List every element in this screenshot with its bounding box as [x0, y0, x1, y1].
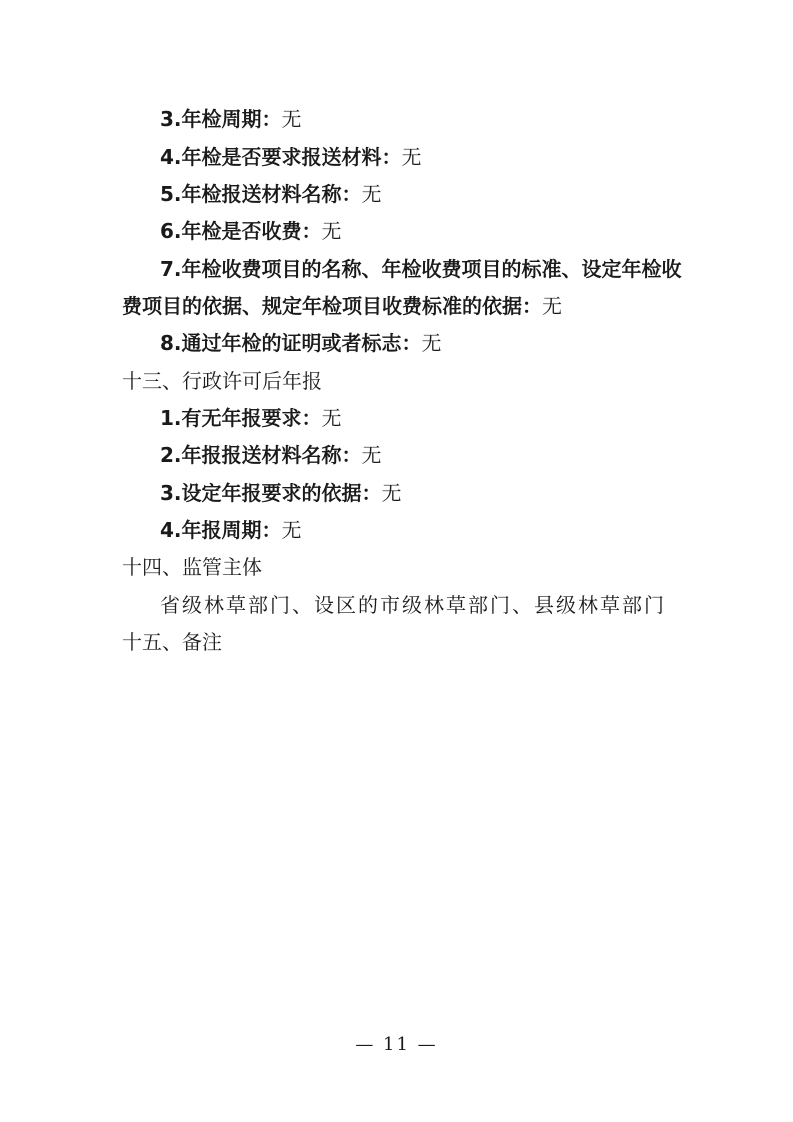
inspection-certificate-item — [160, 331, 442, 355]
annual-report-materials-item — [160, 443, 382, 467]
annual-report-cycle-value: 无 — [281, 518, 302, 542]
inspection-fee-details-value: 无 — [542, 294, 562, 318]
inspection-fee-value: 无 — [321, 219, 342, 243]
annual-report-basis-value: 无 — [381, 481, 402, 505]
supervision-subject-text: 省级林草部门、设区的市级林草部门、县级林草部门 — [160, 593, 666, 617]
annual-report-cycle-label: 4.年报周期： — [160, 518, 282, 542]
section15-heading-text: 十五、备注 — [122, 630, 222, 654]
annual-inspection-cycle-label: 3.年检周期： — [160, 107, 282, 131]
annual-report-cycle-item — [160, 518, 302, 542]
inspection-materials-name-label: 5.年检报送材料名称： — [160, 182, 362, 206]
annual-report-required-item — [160, 406, 342, 430]
annual-report-basis-item — [160, 481, 402, 505]
inspection-fee-details-label-line1: 7.年检收费项目的名称、年检收费项目的标准、设定年检收 — [160, 257, 682, 281]
inspection-materials-required-item — [160, 145, 422, 169]
inspection-fee-details-line2 — [122, 294, 562, 318]
section14-heading — [122, 555, 262, 579]
inspection-materials-required-value: 无 — [401, 145, 422, 169]
supervision-subject-content — [160, 593, 666, 617]
annual-report-basis-label: 3.设定年报要求的依据： — [160, 481, 382, 505]
page-number: — 11 — — [355, 1034, 438, 1055]
annual-inspection-cycle-item — [160, 107, 302, 131]
annual-inspection-cycle-value: 无 — [281, 107, 302, 131]
inspection-certificate-value: 无 — [421, 331, 442, 355]
section14-heading-text: 十四、监管主体 — [122, 555, 262, 579]
inspection-materials-name-item — [160, 182, 382, 206]
section15-heading — [122, 630, 222, 654]
inspection-fee-label: 6.年检是否收费： — [160, 219, 322, 243]
annual-report-required-label: 1.有无年报要求： — [160, 406, 322, 430]
inspection-materials-required-label: 4.年检是否要求报送材料： — [160, 145, 402, 169]
annual-report-materials-value: 无 — [361, 443, 382, 467]
inspection-materials-name-value: 无 — [361, 182, 382, 206]
inspection-fee-details-label-line2: 费项目的依据、规定年检项目收费标准的依据： — [122, 294, 542, 318]
annual-report-required-value: 无 — [321, 406, 342, 430]
section13-heading-text: 十三、行政许可后年报 — [122, 369, 322, 393]
inspection-fee-item — [160, 219, 342, 243]
inspection-certificate-label: 8.通过年检的证明或者标志： — [160, 331, 422, 355]
inspection-fee-details-line1 — [160, 257, 682, 281]
annual-report-materials-label: 2.年报报送材料名称： — [160, 443, 362, 467]
section13-heading — [122, 369, 322, 393]
